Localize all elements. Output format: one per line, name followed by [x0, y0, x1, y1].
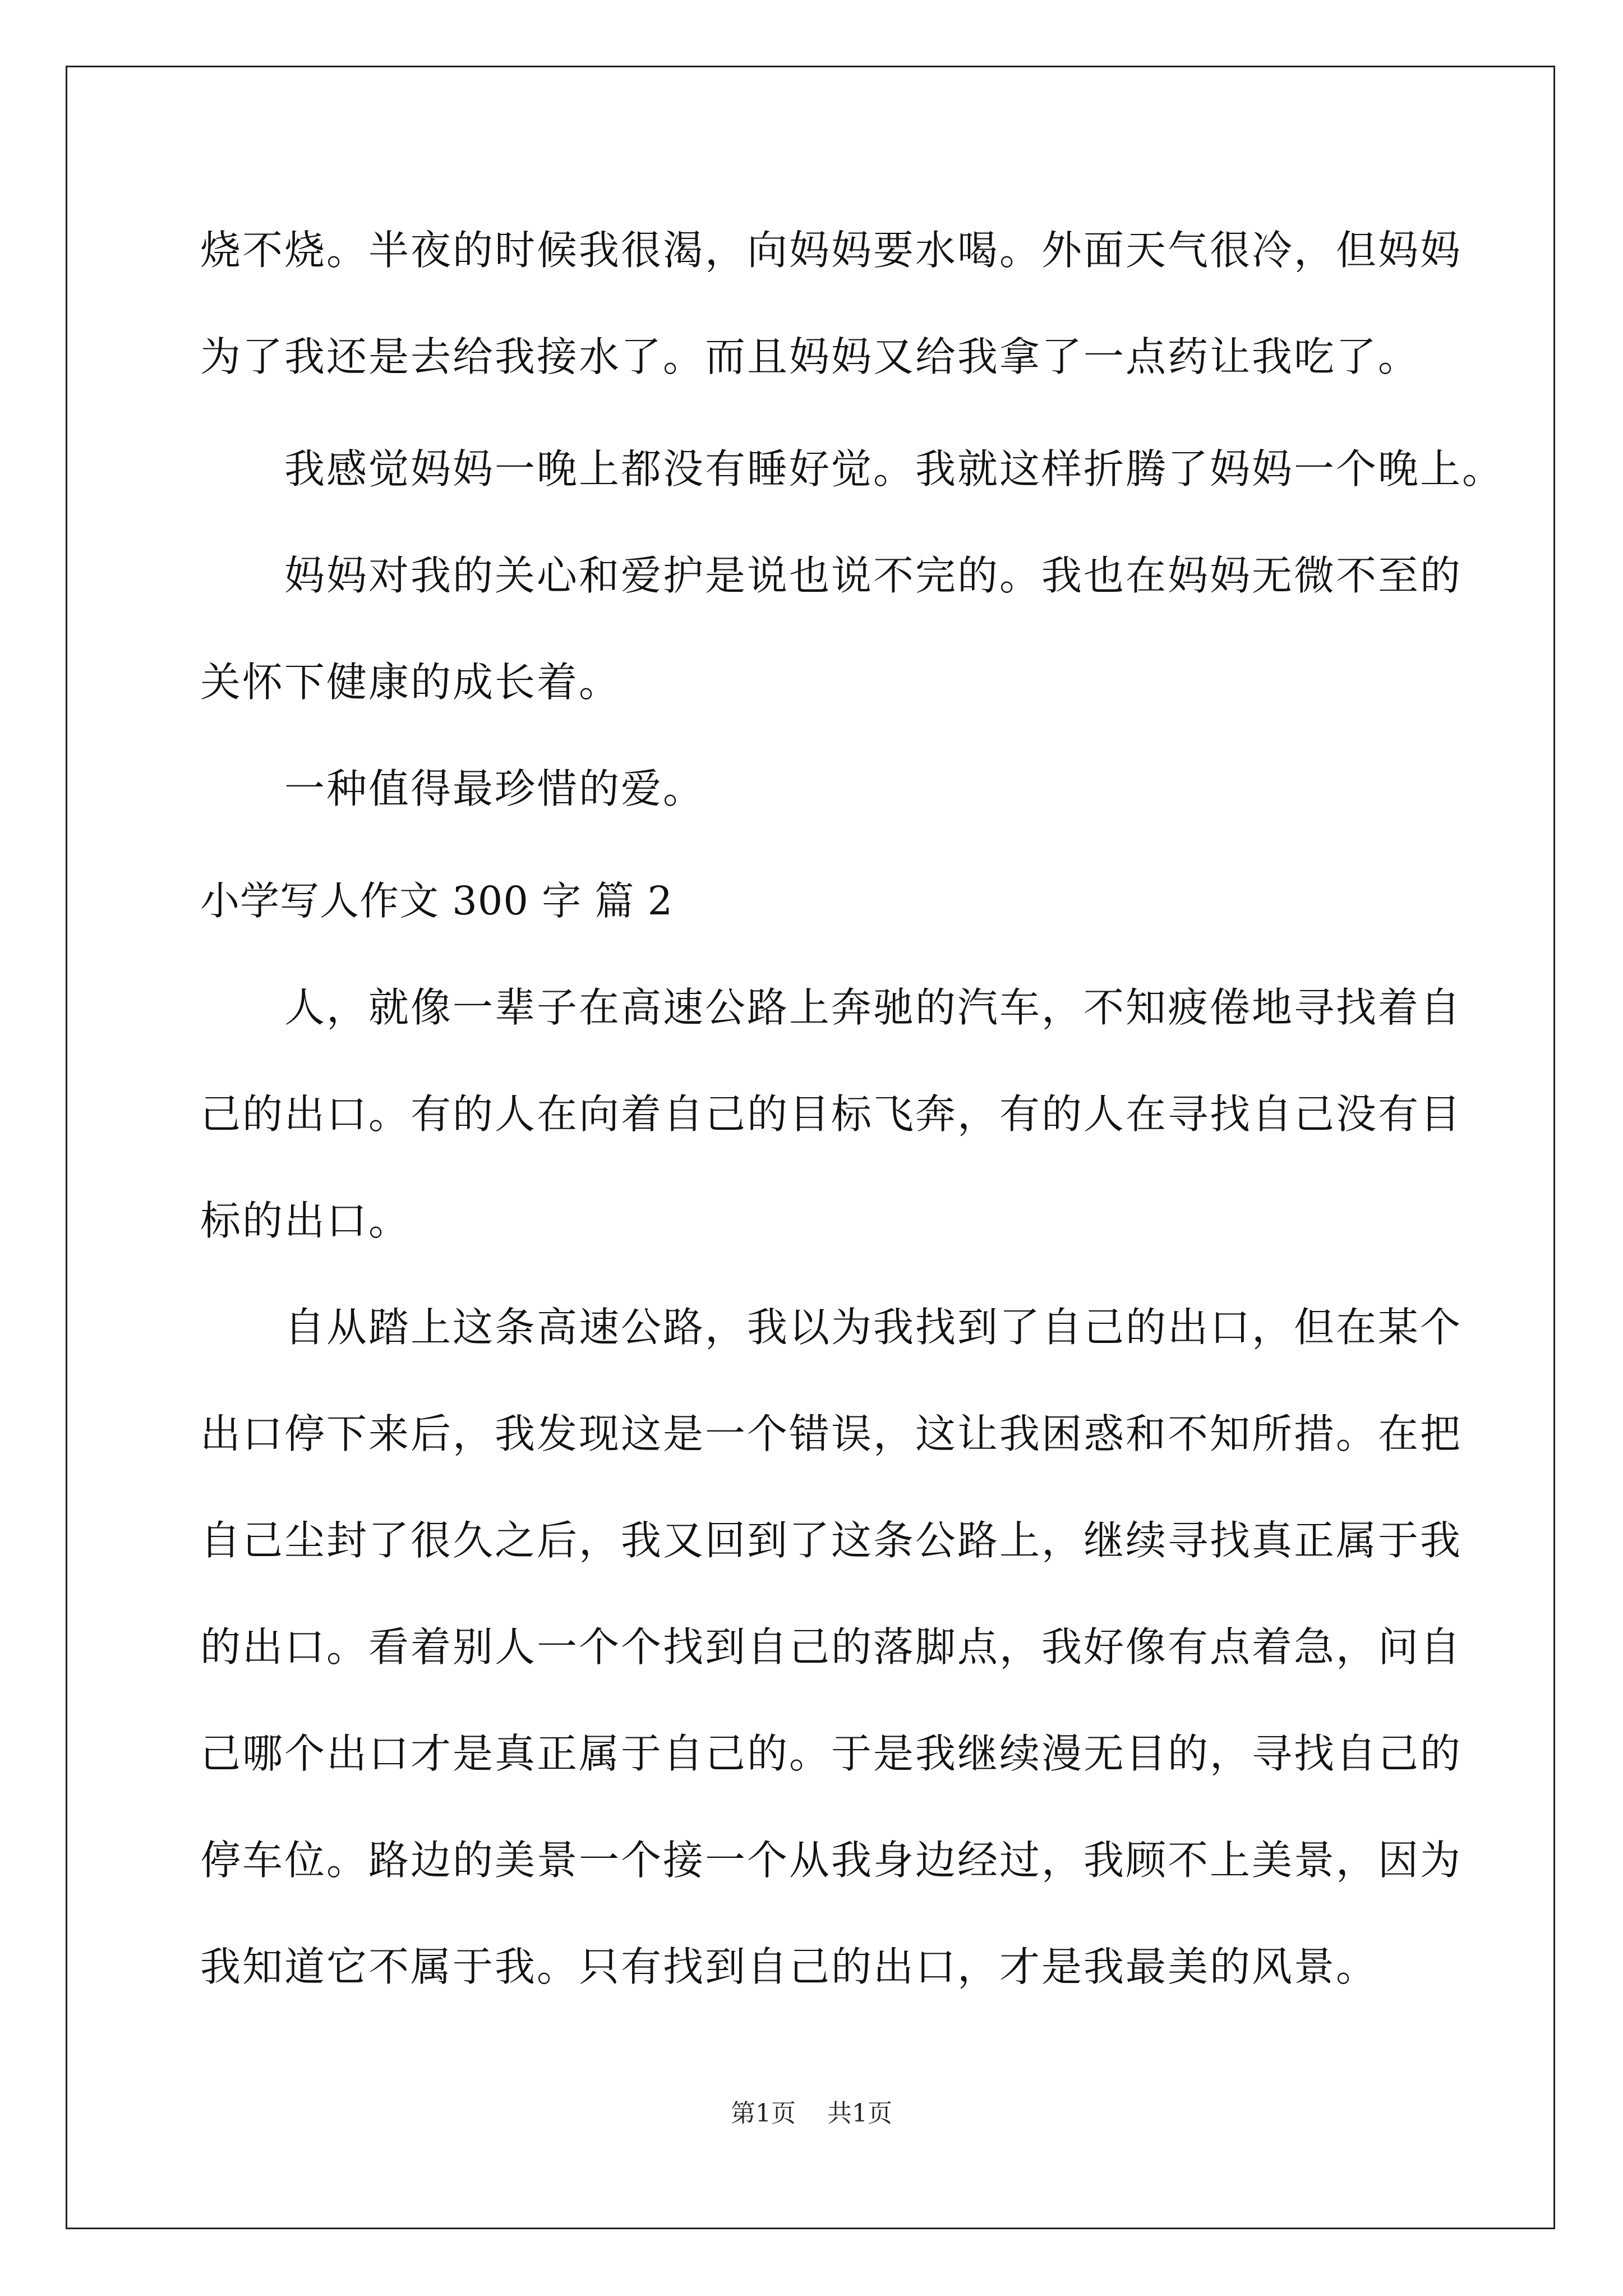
paragraph-line: 人，就像一辈子在高速公路上奔驰的汽车，不知疲倦地寻找着自 — [284, 984, 1463, 1031]
paragraph-line: 己的出口。有的人在向着自己的目标飞奔，有的人在寻找自己没有目 — [200, 1091, 1463, 1138]
paragraph-line: 的出口。看着别人一个个找到自己的落脚点，我好像有点着急，问自 — [200, 1623, 1463, 1671]
page-border — [66, 66, 1555, 2229]
paragraph-line: 己哪个出口才是真正属于自己的。于是我继续漫无目的，寻找自己的 — [200, 1730, 1463, 1777]
page-total: 共1页 — [827, 2099, 892, 2128]
paragraph-line: 出口停下来后，我发现这是一个错误，这让我困惑和不知所措。在把 — [200, 1410, 1463, 1457]
paragraph-line: 我感觉妈妈一晚上都没有睡好觉。我就这样折腾了妈妈一个晚上。 — [284, 445, 1505, 493]
paragraph-line: 标的出口。 — [200, 1197, 411, 1244]
paragraph-line: 一种值得最珍惜的爱。 — [284, 765, 706, 812]
page-number: 第1页 — [731, 2099, 796, 2128]
paragraph-line: 我知道它不属于我。只有找到自己的出口，才是我最美的风景。 — [200, 1943, 1378, 1990]
page-footer — [0, 2097, 1623, 2131]
section-heading: 小学写人作文 300 字 篇 2 — [200, 878, 674, 924]
paragraph-line: 停车位。路边的美景一个接一个从我身边经过，我顾不上美景，因为 — [200, 1837, 1463, 1884]
paragraph-line: 妈妈对我的关心和爱护是说也说不完的。我也在妈妈无微不至的 — [284, 552, 1463, 599]
paragraph-line: 自从踏上这条高速公路，我以为我找到了自己的出口，但在某个 — [284, 1304, 1463, 1351]
paragraph-line: 自己尘封了很久之后，我又回到了这条公路上，继续寻找真正属于我 — [200, 1517, 1463, 1564]
paragraph-line: 关怀下健康的成长着。 — [200, 659, 621, 706]
paragraph-line: 烧不烧。半夜的时候我很渴，向妈妈要水喝。外面天气很冷，但妈妈 — [200, 227, 1463, 274]
paragraph-line: 为了我还是去给我接水了。而且妈妈又给我拿了一点药让我吃了。 — [200, 333, 1421, 380]
